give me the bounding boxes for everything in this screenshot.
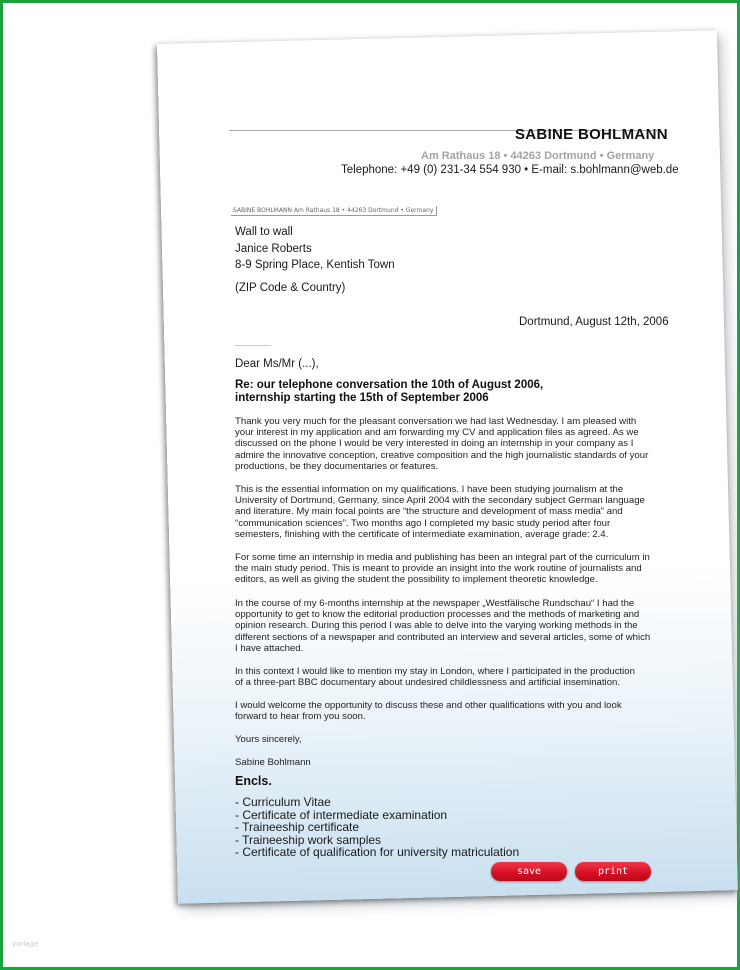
complimentary-close	[235, 734, 655, 745]
enclosures-list	[235, 796, 519, 859]
text-line: editors, as well as giving the student the possibility to implement theoretic knowledge.	[235, 574, 598, 586]
text-line: For some time an internship in media and publishing has been an integral part of the curriculum in	[235, 552, 650, 563]
text-line: opinion research. During this period I was able to delve into the varying working methods in the	[235, 620, 638, 632]
text-line: of a three-part BBC documentary about undesired childlessness and artificial insemination.	[235, 677, 621, 689]
text-line: In this context I would like to mention my stay in London, where I participated in the production	[235, 666, 635, 677]
salutation: Dear Ms/Mr (...),	[235, 358, 319, 370]
text-line: forward to hear from you soon.	[235, 711, 366, 723]
letter-date: Dortmund, August 12th, 2006	[519, 316, 669, 328]
subject-line-2: internship starting the 15th of September 2006	[235, 392, 489, 404]
sender-address: Am Rathaus 18 • 44263 Dortmund • Germany	[421, 150, 655, 162]
list-item: - Traineeship certificate	[235, 820, 360, 834]
closing-text: Yours sincerely,	[235, 734, 302, 745]
text-line: I have attached.	[235, 642, 304, 654]
fold-mark	[235, 345, 271, 346]
text-line: semesters, finishing with the certificate of intermediate examination, average grade: 2.4.	[235, 528, 609, 540]
print-button[interactable]: print	[575, 862, 651, 881]
text-line: This is the essential information on my qualifications. I have been studying journalism at the	[235, 484, 624, 495]
text-line: admire the innovative conception, creative composition and the high journalistic standards of your	[235, 449, 649, 461]
text-line: the main study period. This is meant to provide an insight into the work routine of journalists and	[235, 563, 642, 575]
paragraph-internship	[235, 598, 655, 654]
save-button[interactable]: save	[491, 862, 567, 881]
sender-name: SABINE BOHLMANN	[515, 126, 668, 143]
text-line: your interest in my application and am forwarding my CV and application files as agreed. As we	[235, 427, 639, 439]
signature-name: Sabine Bohlmann	[235, 756, 311, 768]
subject-line	[235, 379, 543, 405]
text-line: productions, be they documentaries or features.	[235, 460, 439, 472]
text-line: University of Dortmund, Germany, since April 2004 with the secondary subject German language	[235, 495, 645, 507]
list-item: - Certificate of intermediate examination	[235, 807, 448, 822]
paragraph-london	[235, 666, 655, 688]
recipient-block	[235, 224, 535, 274]
recipient-zip: (ZIP Code & Country)	[235, 282, 346, 294]
paragraph-intro	[235, 416, 655, 472]
text-line: Thank you very much for the pleasant conversation we had last Wednesday. I am pleased with	[235, 416, 637, 427]
list-item: - Traineeship work samples	[235, 832, 382, 847]
text-line: “communication sciences”. Two months ago I completed my basic study period after four	[235, 517, 611, 529]
sender-contact: Telephone: +49 (0) 231-34 554 930 • E-mail: s.bohlmann@web.de	[341, 164, 679, 176]
letter-page	[157, 30, 738, 903]
paragraph-qualifications	[235, 484, 655, 540]
recipient-street: 8-9 Spring Place, Kentish Town	[235, 259, 395, 271]
signature-block	[235, 757, 655, 768]
paragraph-closing	[235, 700, 655, 722]
recipient-company: Wall to wall	[235, 226, 293, 238]
text-line: discussed on the phone I would be very interested in doing an internship in your company as I	[235, 438, 634, 450]
text-line: and literature. My main focal points are “the structure and development of mass media” and	[235, 506, 623, 518]
paragraph-curriculum	[235, 552, 655, 586]
list-item: - Certificate of qualification for university matriculation	[235, 845, 520, 859]
return-address-line: SABINE BOHLMANN Am Rathaus 18 • 44263 Dortmund • Germany	[231, 206, 437, 216]
text-line: different sections of a newspaper and contributed an interview and several articles, some of which	[235, 631, 651, 643]
text-line: In the course of my 6-months internship at the newspaper „Westfälische Rundschau“ I had the	[235, 598, 635, 609]
text-line: opportunity to get to know the editorial production processes and the methods of marketing and	[235, 609, 640, 621]
enclosures-title: Encls.	[235, 774, 272, 788]
list-item: - Curriculum Vitae	[235, 795, 331, 809]
text-line: I would welcome the opportunity to discuss these and other qualifications with you and look	[235, 700, 622, 711]
subject-line-1: Re: our telephone conversation the 10th of August 2006,	[235, 379, 544, 391]
watermark: vorlage	[12, 940, 39, 948]
letter-content	[157, 44, 717, 904]
recipient-person: Janice Roberts	[235, 242, 312, 255]
